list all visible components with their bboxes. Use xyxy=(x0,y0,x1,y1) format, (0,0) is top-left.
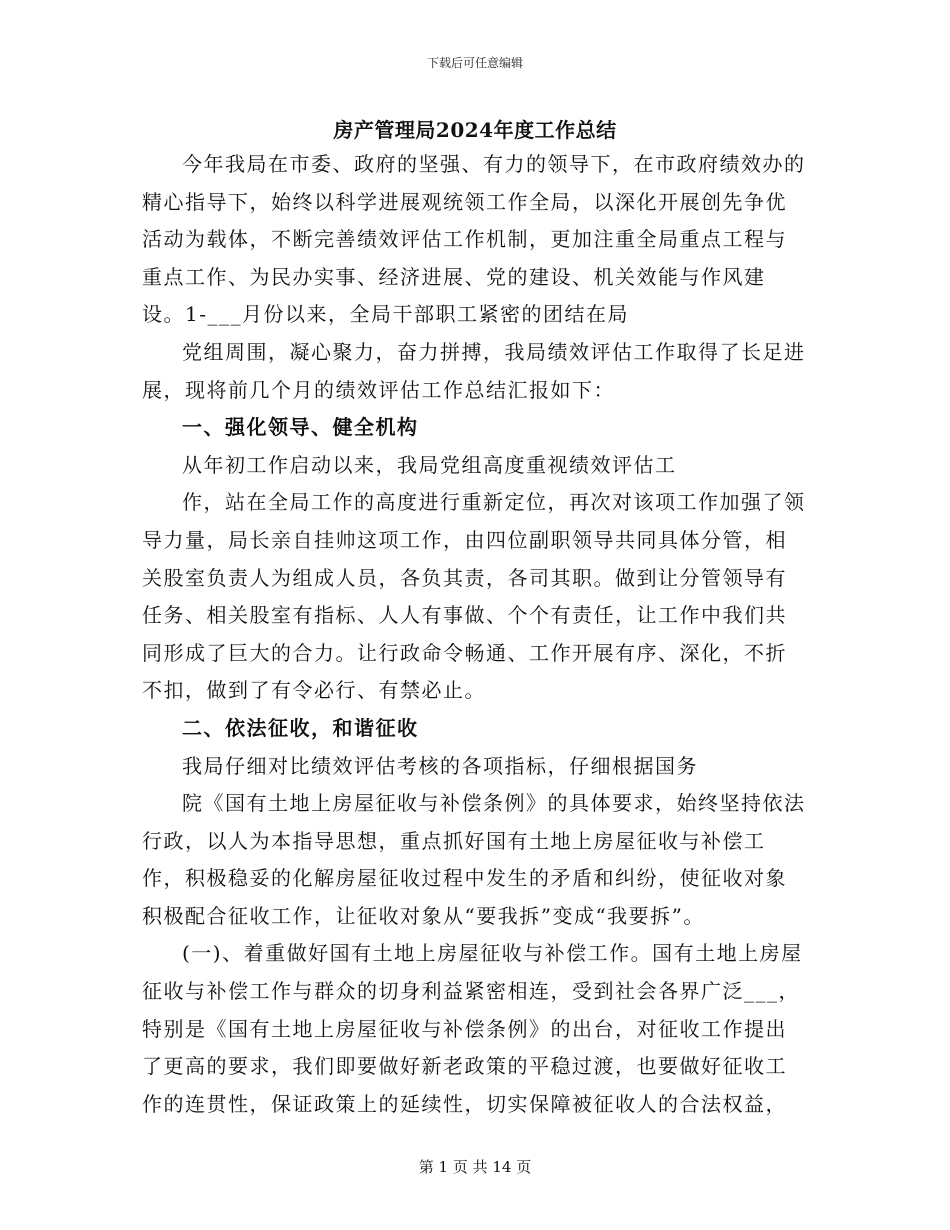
paragraph-section-2-lead: 我局仔细对比绩效评估考核的各项指标，仔细根据国务 xyxy=(182,753,698,778)
page-header-note: 下载后可任意编辑 xyxy=(426,56,523,70)
paragraph-subsection-1: (一)、着重做好国有土地上房屋征收与补偿工作。国有土地上房屋征收与补偿工作与群众的切身利益紧密相连，受到社会各界广泛___，特别是《国有土地上房屋征收与补偿条例》的出台，对征收工作提出了更高的要求，我们即要做好新老政策的平稳过渡，也要做好征收工作的连贯性，保证政策上的延续性，切实保障被征收人的合法权益， xyxy=(142,941,803,1116)
paragraph-intro: 今年我局在市委、政府的坚强、有力的领导下，在市政府绩效办的精心指导下，始终以科学进展观统领工作全局，以深化开展创先争优活动为载体，不断完善绩效评估工作机制，更加注重全局重点工程与重点工作、为民办实事、经济进展、党的建设、机关效能与作风建设。1-___月份以来，全局干部职工紧密的团结在局 xyxy=(142,152,806,327)
paragraph-section-1-lead: 从年初工作启动以来，我局党组高度重视绩效评估工 xyxy=(182,452,677,477)
paragraph-section-2-body: 院《国有土地上房屋征收与补偿条例》的具体要求，始终坚持依法行政，以人为本指导思想，重点抓好国有土地上房屋征收与补偿工作，积极稳妥的化解房屋征收过程中发生的矛盾和纠纷，使征收对象积极配合征收工作，让征收对象从“要我拆”变成“我要拆”。 xyxy=(142,791,806,928)
section-heading-2: 二、依法征收，和谐征收 xyxy=(182,715,419,740)
section-heading-1: 一、强化领导、健全机构 xyxy=(182,415,419,440)
paragraph-intro-continued: 党组周围，凝心聚力，奋力拼搏，我局绩效评估工作取得了长足进展，现将前几个月的绩效评估工作总结汇报如下： xyxy=(142,339,806,402)
document-title: 房产管理局2024年度工作总结 xyxy=(333,118,617,142)
document-body xyxy=(142,146,807,1123)
paragraph-section-1-body: 作，站在全局工作的高度进行重新定位，再次对该项工作加强了领导力量，局长亲自挂帅这项工作，由四位副职领导共同具体分管，相关股室负责人为组成人员，各负其责，各司其职。做到让分管领导有任务、相关股室有指标、人人有事做、个个有责任，让工作中我们共同形成了巨大的合力。让行政命令畅通、工作开展有序、深化，不折不扣，做到了有令必行、有禁必止。 xyxy=(142,490,806,703)
page-footer-number: 第 1 页 共 14 页 xyxy=(418,1158,532,1176)
